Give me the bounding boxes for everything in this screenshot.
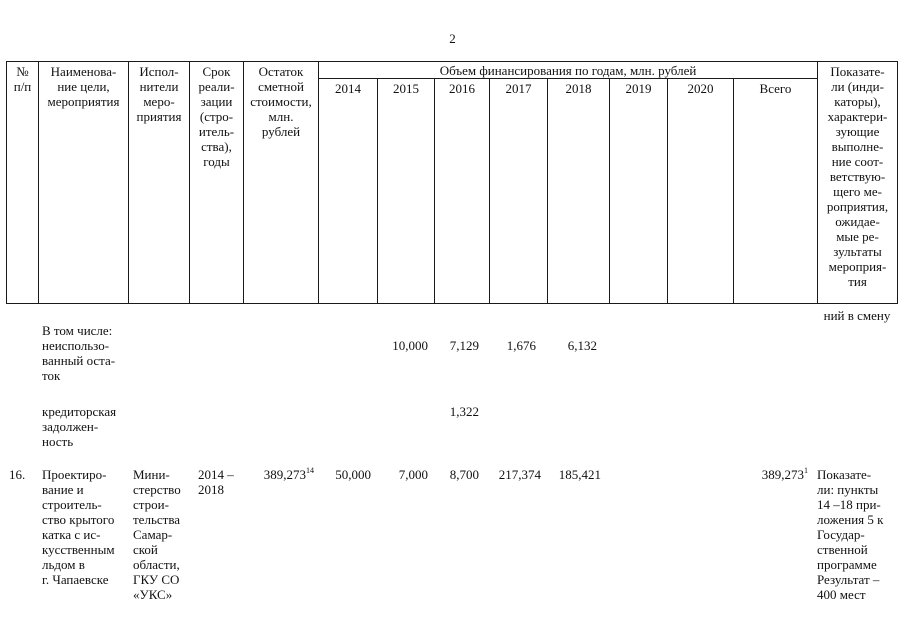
value-2015: 10,000 xyxy=(392,338,428,353)
col-border xyxy=(667,78,668,304)
header-year-total: Всего xyxy=(759,81,792,96)
value-2016: 8,700 xyxy=(449,467,479,482)
header-year-2019: 2019 xyxy=(625,81,652,96)
col-border xyxy=(318,61,319,304)
value-2018: 185,421 xyxy=(558,467,601,482)
total-value: 389,273 xyxy=(761,467,804,482)
remaining-cost-footnote: 14 xyxy=(306,465,314,475)
row-name: кредиторская задолжен- ность xyxy=(42,404,117,449)
col-border xyxy=(547,78,548,304)
header-year-2020: 2020 xyxy=(687,81,714,96)
row-term: 2014 – 2018 xyxy=(198,467,234,497)
header-col-executor: Испол- нители меро- приятия xyxy=(136,64,182,124)
header-top-border xyxy=(6,61,898,62)
header-year-2018: 2018 xyxy=(565,81,592,96)
header-year-2016: 2016 xyxy=(449,81,475,96)
value-2016: 1,322 xyxy=(449,404,479,419)
header-year-2015: 2015 xyxy=(393,81,419,96)
header-col-number: № п/п xyxy=(13,64,32,94)
remaining-cost-value: 389,273 xyxy=(263,467,306,482)
col-border xyxy=(609,78,610,304)
header-bottom-border xyxy=(6,303,898,304)
col-border xyxy=(897,61,898,304)
value-2017: 1,676 xyxy=(506,338,536,353)
value-2018: 6,132 xyxy=(567,338,597,353)
value-2016: 7,129 xyxy=(449,338,479,353)
value-total xyxy=(720,467,808,482)
page-number: 2 xyxy=(449,31,456,46)
row-remaining-cost xyxy=(244,467,314,482)
value-2014: 50,000 xyxy=(335,467,371,482)
value-2015: 7,000 xyxy=(398,467,428,482)
header-year-divider xyxy=(318,78,817,79)
total-footnote: 1 xyxy=(804,465,808,475)
indicator-continuation: ний в смену xyxy=(823,308,891,323)
row-name: Проектиро- вание и строитель- ство крытого катка с ис- кусственным льдом в г. Чапаевске xyxy=(42,467,115,587)
col-border xyxy=(733,78,734,304)
header-col-term: Срок реали- зации (стро- итель- ства), годы xyxy=(198,64,235,169)
col-border xyxy=(489,78,490,304)
row-indicator: Показате- ли: пункты 14 –18 при- ложения 5 к Государ- ственной программе Результат – 400 мест xyxy=(817,467,884,602)
row-executor: Мини- стерство строи- тельства Самар- ской области, ГКУ СО «УКС» xyxy=(133,467,181,602)
row-number: 16. xyxy=(9,467,26,482)
header-year-2014: 2014 xyxy=(335,81,361,96)
col-border xyxy=(434,78,435,304)
row-name: В том числе: неиспользо- ванный оста- ток xyxy=(42,323,116,383)
header-col-name: Наименова- ние цели, мероприятия xyxy=(47,64,120,109)
header-col-remaining-cost: Остаток сметной стоимости, млн. рублей xyxy=(250,64,312,139)
value-2017: 217,374 xyxy=(498,467,541,482)
header-year-2017: 2017 xyxy=(505,81,532,96)
header-col-funding-group: Объем финансирования по годам, млн. рублей xyxy=(439,63,697,78)
col-border xyxy=(377,78,378,304)
col-border xyxy=(6,61,7,304)
header-col-indicators: Показате- ли (инди- каторы), характери- зующие выполне- ние соот- ветствую- щего ме- роприятия, ожидае- мые ре- зультаты мероприя- тия xyxy=(826,64,889,289)
